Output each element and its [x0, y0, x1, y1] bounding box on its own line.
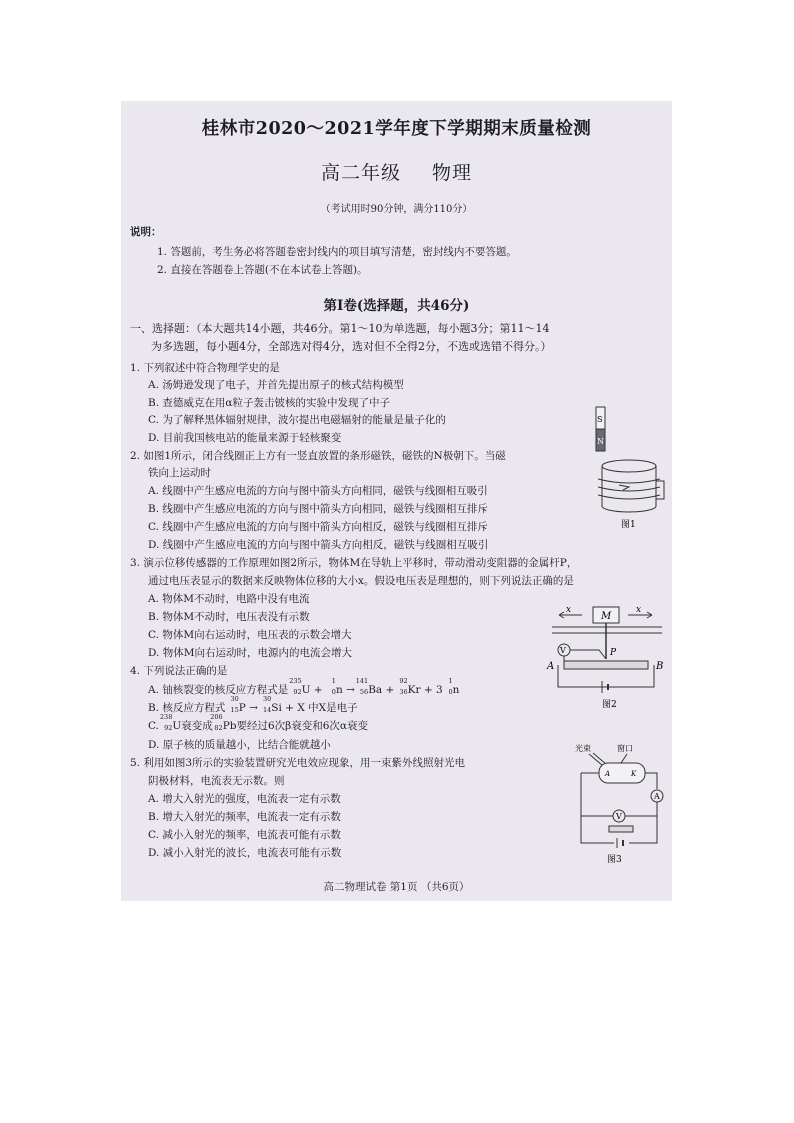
question-stem: 5. 利用如图3所示的实验装置研究光电效应现象，用一束紫外线照射光电: [130, 757, 466, 769]
exam-page: [121, 101, 672, 901]
endpoint-b-label: B: [656, 661, 664, 672]
subject-label: 物理: [432, 162, 473, 184]
fission-equation: 235 92 U + 1 0 n → 141 56 Ba + 92 36 Kr + 3 1 0 n: [289, 677, 460, 696]
voltmeter-label: V: [616, 812, 622, 821]
figure-2-sensor: [544, 595, 669, 713]
decay-equation: 238 92 U: [159, 713, 182, 732]
grade-label: 高二年级: [320, 162, 401, 184]
exam-title: 桂林市2020～2021学年度下学期期末质量检测: [201, 119, 592, 139]
exam-subtitle: [121, 158, 672, 185]
option-c: C. 238 92 U衰变成 206 82 Pb要经过6次β衰变和6次α衰变: [148, 713, 369, 732]
option-b: B. 增大入射光的频率，电流表一定有示数: [148, 811, 341, 823]
current-arrow: [619, 485, 629, 490]
rheostat: [564, 661, 648, 669]
option-d: D. 目前我国核电站的能量来源于轻核聚变: [148, 432, 342, 444]
cathode-label: K: [631, 770, 637, 778]
nuclear-equation: 30 15 P → 30 14 Si + X: [230, 695, 305, 714]
rod-p-label: P: [610, 648, 617, 658]
question-stem-cont: 铁向上运动时: [148, 467, 211, 479]
option-d: D. 减小入射光的波长，电流表可能有示数: [148, 847, 342, 859]
option-b: B. 线圈中产生感应电流的方向与图中箭头方向相同，磁铁与线圈相互排斥: [148, 503, 488, 515]
notes-title: 说明：: [130, 226, 162, 238]
option-a: A. 铀核裂变的核反应方程式是 235 92 U + 1 0 n → 141 56 Ba + 92 36 Kr + 3 1 0 n: [148, 677, 460, 696]
option-a: A. 物体M不动时，电路中没有电流: [148, 593, 310, 605]
x-label-left: x: [566, 605, 572, 615]
x-label-right: x: [636, 605, 642, 615]
question-stem: 3. 演示位移传感器的工作原理如图2所示，物体M在导轨上平移时，带动滑动变阻器的金属杆P，: [130, 557, 578, 569]
question-stem-cont: 阴极材料，电流表无示数。则: [148, 775, 285, 787]
magnet-n-label: N: [597, 437, 604, 446]
figure-3-photoelectric: [569, 741, 669, 866]
option-d: D. 线圈中产生感应电流的方向与图中箭头方向相反，磁铁与线圈相互吸引: [148, 539, 489, 551]
figure-1-caption: 图1: [621, 520, 636, 530]
option-d: D. 原子核的质量越小，比结合能就越小: [148, 739, 331, 751]
exam-info: （考试用时90分钟，满分110分）: [320, 204, 473, 215]
section-description: 为多选题，每小题4分，全部选对得4分，选对但不全得2分，不选或选错不得分。）: [151, 340, 552, 353]
question-stem: 1. 下列叙述中符合物理学史的是: [130, 362, 280, 374]
magnet-s-label: S: [597, 415, 603, 424]
note-item: 1. 答题前，考生务必将答题卷密封线内的项目填写清楚，密封线内不要答题。: [157, 246, 517, 258]
beam-label: 光束: [575, 744, 591, 753]
figure-2-caption: 图2: [602, 700, 617, 710]
coil-top: [602, 460, 656, 472]
option-b: B. 物体M不动时，电压表没有示数: [148, 611, 310, 623]
option-c: C. 减小入射光的频率，电流表可能有示数: [148, 829, 341, 841]
voltmeter-label: V: [560, 646, 566, 655]
page-footer: 高二物理试卷 第1页 （共6页）: [323, 881, 470, 893]
section-title: 第Ⅰ卷(选择题，共46分): [323, 298, 470, 314]
note-item: 2. 直接在答题卷上答题(不在本试卷上答题)。: [157, 264, 368, 276]
option-c: C. 物体M向右运动时，电压表的示数会增大: [148, 629, 352, 641]
question-stem: 2. 如图1所示，闭合线圈正上方有一竖直放置的条形磁铁，磁铁的N极朝下。当磁: [130, 450, 506, 462]
option-a: A. 增大入射光的强度，电流表一定有示数: [148, 793, 341, 805]
option-c: C. 线圈中产生感应电流的方向与图中箭头方向相反，磁铁与线圈相互排斥: [148, 521, 488, 533]
option-a: A. 线圈中产生感应电流的方向与图中箭头方向相同，磁铁与线圈相互吸引: [148, 485, 488, 497]
option-b: B. 核反应方程式 30 15 P → 30 14 Si + X 中X是电子: [148, 695, 358, 714]
option-c: C. 为了解释黑体辐射规律，波尔提出电磁辐射的能量是量子化的: [148, 414, 446, 426]
option-b: B. 查德威克在用α粒子轰击铍核的实验中发现了中子: [148, 397, 390, 409]
anode-label: A: [605, 770, 611, 778]
window-label: 窗口: [617, 744, 633, 753]
figure-1-magnet-coil: [589, 401, 669, 541]
rheostat: [609, 826, 633, 832]
question-stem: 4. 下列说法正确的是: [130, 665, 228, 677]
figure-3-caption: 图3: [607, 855, 622, 865]
option-d: D. 物体M向右运动时，电源内的电流会增大: [148, 647, 352, 659]
endpoint-a-label: A: [547, 661, 555, 672]
section-description: 一、选择题：（本大题共14小题，共46分。第1～10为单选题，每小题3分；第11～14: [130, 322, 550, 335]
question-stem-cont: 通过电压表显示的数据来反映物体位移的大小x。假设电压表是理想的，则下列说法正确的是: [148, 575, 574, 587]
ammeter-label: A: [654, 792, 660, 801]
object-m-label: M: [601, 611, 612, 622]
option-a: A. 汤姆逊发现了电子，并首先提出原子的核式结构模型: [148, 379, 404, 391]
